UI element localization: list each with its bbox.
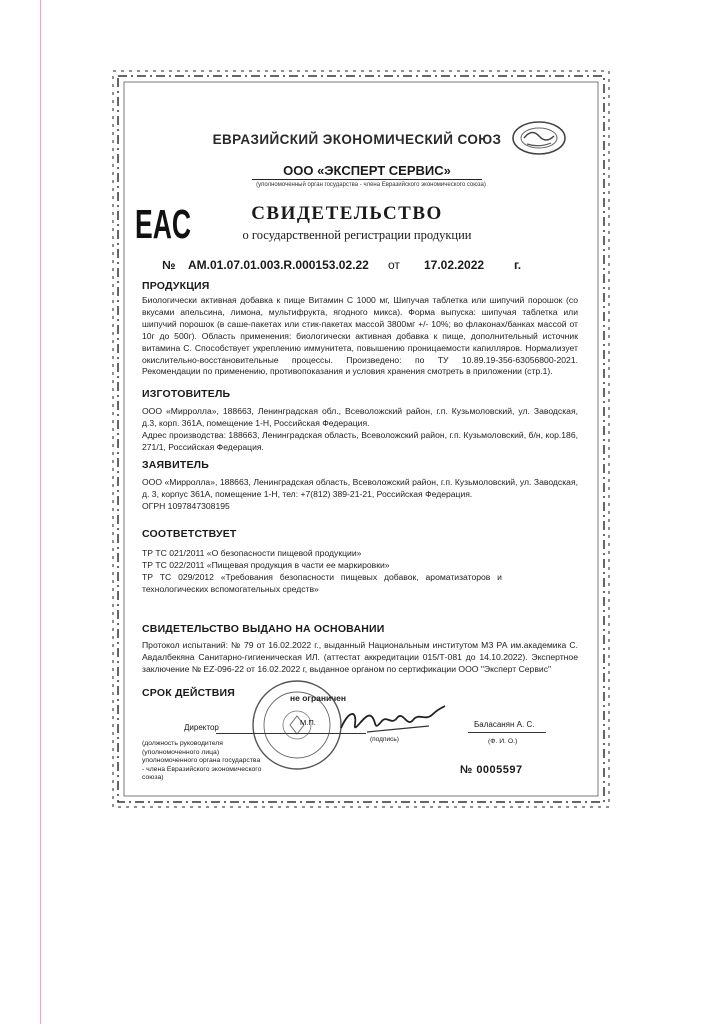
manufacturer-text: ООО «Мирролла», 188663, Ленинградская обл., Всеволожский район, г.п. Кузьмоловский, ул. Заводская, д.3, корп. 361А, помещение 1-Н, Российская Федерация. [142, 406, 578, 428]
basis-text: Протокол испытаний: № 79 от 16.02.2022 г., выданный Национальным институтом МЗ РА им.академика С. Авдалбекяна Санитарно-гигиеническая ИЛ. (аттестат аккредитации 015/Т-081 до 14.10.2022). Экспертное заключение № EZ-096-22 от 16.02.2022 г, выданное органом по сертификации ООО "Эксперт Сервис" [142, 640, 578, 674]
product-heading: ПРОДУКЦИЯ [142, 280, 210, 292]
name-note: (Ф. И. О.) [488, 738, 518, 745]
signatory-position: Директор [184, 723, 219, 732]
position-note: (должность руководителя (уполномоченного лица) уполномоченного органа государства - члена Евразийского экономического союза) [142, 740, 262, 781]
conforms-item: ТР ТС 022/2011 «Пищевая продукция в части ее маркировки» [142, 559, 390, 570]
conforms-list [142, 548, 502, 596]
eac-mark-icon [134, 201, 192, 247]
conforms-item: ТР ТС 029/2012 «Требования безопасности пищевых добавок, ароматизаторов и технологических вспомогательных средств» [142, 571, 502, 594]
year-suffix: г. [514, 258, 522, 272]
issuing-organization: ООО «ЭКСПЕРТ СЕРВИС» [252, 163, 482, 180]
manufacturer-heading: ИЗГОТОВИТЕЛЬ [142, 388, 231, 400]
page-margin-line [40, 0, 41, 1024]
union-title: ЕВРАЗИЙСКИЙ ЭКОНОМИЧЕСКИЙ СОЮЗ [212, 132, 502, 147]
registration-date: 17.02.2022 [424, 258, 485, 272]
organization-note: (уполномоченный орган государства - члена Евразийского экономического союза) [256, 182, 486, 188]
document-title: СВИДЕТЕЛЬСТВО [251, 203, 443, 224]
registration-number: AM.01.07.01.003.R.000153.02.22 [188, 258, 369, 272]
applicant-text: ООО «Мирролла», 188663, Ленинградская область, Всеволожский район, г.п. Кузьмоловский, ул. Заводская, д. 3, корпус 361А, помещение 1-Н, тел: +7(812) 389-21-21, Российская Федерация. [142, 477, 578, 499]
validity-heading: СРОК ДЕЙСТВИЯ [142, 687, 235, 699]
eac-mark-text: EAC [135, 201, 191, 247]
signatory-name: Баласанян А. С. [474, 720, 535, 729]
basis-heading: СВИДЕТЕЛЬСТВО ВЫДАНО НА ОСНОВАНИИ [142, 623, 385, 635]
serial-number: № 0005597 [460, 764, 523, 776]
date-from-label: от [388, 258, 400, 272]
position-underline [216, 733, 366, 734]
union-emblem-icon [510, 118, 568, 158]
conforms-item: ТР ТС 021/2011 «О безопасности пищевой продукции» [142, 548, 362, 558]
conforms-heading: СООТВЕТСТВУЕТ [142, 528, 237, 540]
certificate [112, 70, 610, 808]
registration-number-line [162, 258, 521, 272]
validity-value: не ограничен [290, 693, 347, 703]
number-sign: № [162, 258, 176, 272]
applicant-heading: ЗАЯВИТЕЛЬ [142, 459, 209, 471]
applicant-ogrn: ОГРН 1097847308195 [142, 501, 230, 511]
product-text: Биологически активная добавка к пище Витамин С 1000 мг, Шипучая таблетка или шипучий порошок (со вкусами апельсина, лимона, мультифрукта, ягодного микса). Форма выпуска: шипучая таблетка или шипучий порошок (в саше-пакетах или стик-пакетах массой 3800мг +/- 10%; во флаконах/банках массой от 10г до 500г). Область применения: биологически активная добавка к пище, дополнительный источник витамина С. Способствует укреплению иммунитета, повышению проницаемости капилляров. Нормализует окислительно-восстановительные процессы. Произведено: по ТУ 10.89.19-356-63056800-2021. Рекомендации по применению, противопоказания и условия хранения смотреть в приложении (стр.1). [142, 295, 578, 377]
name-underline [468, 732, 546, 733]
seal-mp-label: М.П. [300, 718, 316, 727]
signature-icon [337, 702, 449, 740]
document-subtitle: о государственной регистрации продукции [242, 228, 472, 242]
signature-note: (подпись) [370, 736, 399, 743]
production-address: Адрес производства: 188663, Ленинградская область, Всеволожский район, г.п. Кузьмоловский, б/н, кор.186, 271/1, Российская Федерация. [142, 430, 578, 452]
